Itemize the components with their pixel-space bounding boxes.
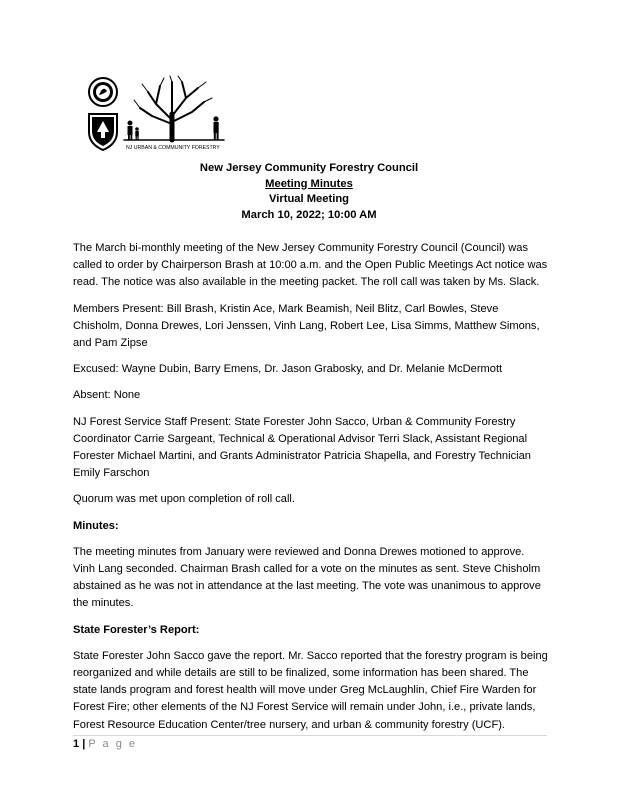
meeting-date: March 10, 2022; 10:00 AM (241, 208, 377, 221)
footer-divider (73, 735, 547, 736)
absent-members: Absent: None (73, 389, 141, 402)
page-label: P a g e (88, 738, 137, 750)
nj-seal-icon (89, 78, 117, 106)
minutes-paragraph: The meeting minutes from January were reviewed and Donna Drewes motioned to approve. Vinh Lang seconded. Chairman Brash called for a vote on the minutes as sent. Steve Chisholm abstained as he was not in attendance at the last meeting. The vote was unanimous to approve the minutes. (73, 545, 541, 610)
organization-name: New Jersey Community Forestry Council (199, 162, 419, 174)
forest-service-shield-icon (89, 114, 117, 150)
page-footer (73, 738, 137, 750)
document-body (73, 240, 549, 743)
quorum-statement: Quorum was met upon completion of roll call. (73, 493, 295, 506)
footer-separator: | (82, 738, 86, 750)
excused-members: Excused: Wayne Dubin, Barry Emens, Dr. Jason Grabosky, and Dr. Melanie McDermott (73, 363, 503, 376)
intro-paragraph: The March bi-monthly meeting of the New Jersey Community Forestry Council (Council) was called to order by Chairperson Brash at 10:00 a.m. and the Open Public Meetings Act notice was read. The notice was also available in the meeting packet. The roll call was taken by Ms. Slack. (73, 242, 548, 289)
tree-icon (124, 76, 224, 140)
staff-present: NJ Forest Service Staff Present: State Forester John Sacco, Urban & Community Forestry Coordinator Carrie Sargeant, Technical & Operational Advisor Terri Slack, Assistant Regional Forester Michael Martini, and Grants Administrator Patricia Shapella, and Forestry Technician Emily Farschon (73, 415, 531, 480)
state-forester-paragraph: State Forester John Sacco gave the report. Mr. Sacco reported that the forestry program is being reorganized and while details are still to be finalized, some information has been shared. The state lands program and forest health will move under Greg McLaughlin, Chief Fire Warden for Forest Fire; other elements of the NJ Forest Service will remain under John, i.e., private lands, Forest Resource Education Center/tree nursery, and urban & community forestry (UCF). (73, 649, 548, 731)
page-number: 1 (73, 738, 80, 750)
svg-text:NJ URBAN & COMMUNITY FORESTRY: NJ URBAN & COMMUNITY FORESTRY (126, 145, 220, 151)
minutes-heading: Minutes: (73, 519, 119, 532)
nj-ucf-logo (84, 74, 244, 158)
members-present: Members Present: Bill Brash, Kristin Ace, Mark Beamish, Neil Blitz, Carl Bowles, Steve Chisholm, Donna Drewes, Lori Jenssen, Vinh Lang, Robert Lee, Lisa Simms, Matthew Simons, and Pam Zipse (73, 302, 540, 350)
state-forester-heading: State Forester’s Report: (73, 623, 200, 636)
document-title: Meeting Minutes (265, 177, 353, 190)
meeting-type: Virtual Meeting (269, 193, 349, 205)
document-header (0, 161, 618, 223)
